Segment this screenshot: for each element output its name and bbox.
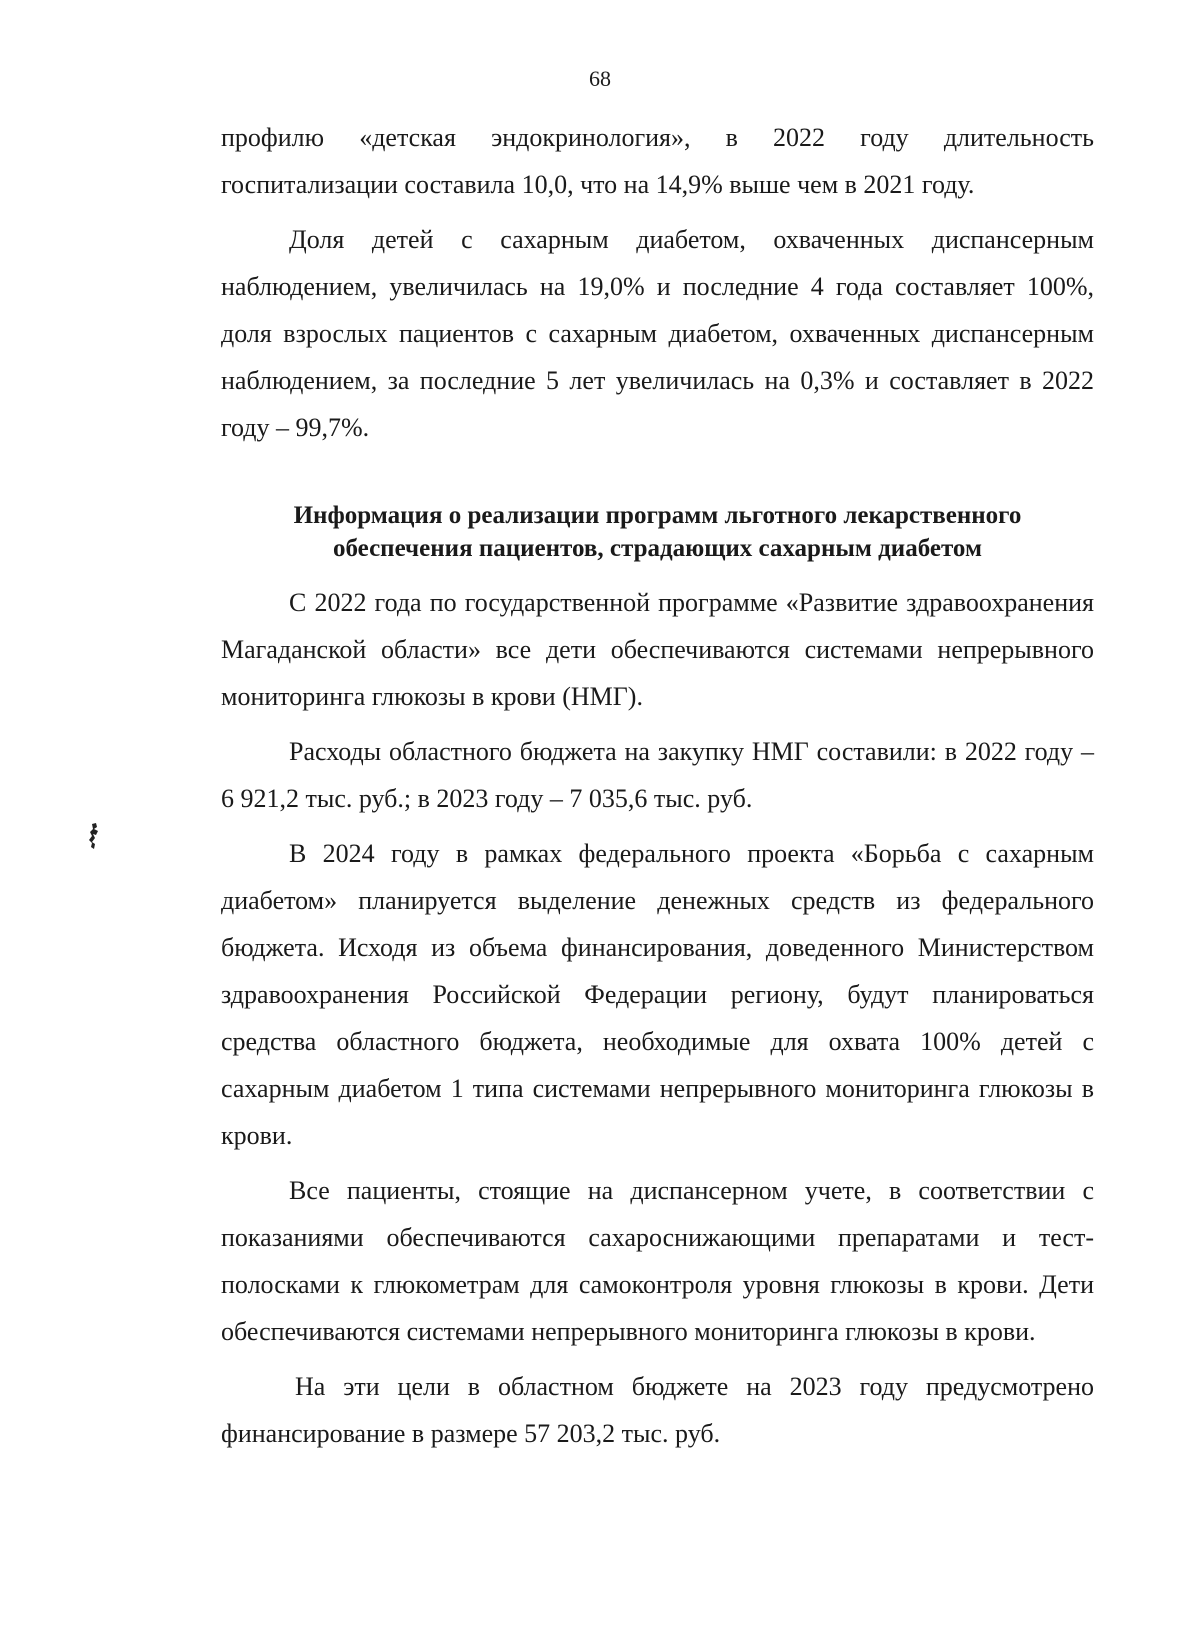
paragraph-continuation: профилю «детская эндокринология», в 2022 году длительность госпитализации составила 10,0, что на 14,9% выше чем в 2021 году. <box>221 123 1094 199</box>
paragraph-dispensary-coverage: Доля детей с сахарным диабетом, охваченных диспансерным наблюдением, увеличилась на 19,0% и последние 4 года составляет 100%, доля взрослых пациентов с сахарным диабетом, охваченных диспансерным наблюдением, за последние 5 лет увеличилась на 0,3% и составляет в 2022 году – 99,7%. <box>221 225 1094 442</box>
page-number: 68 <box>589 66 611 91</box>
scan-artifact-mark <box>86 822 102 850</box>
document-body <box>221 114 1094 1457</box>
paragraph-budget-expenses: Расходы областного бюджета на закупку НМГ составили: в 2022 году – 6 921,2 тыс. руб.; в 2023 году – 7 035,6 тыс. руб. <box>221 737 1094 813</box>
paragraph-state-program: С 2022 года по государственной программе «Развитие здравоохранения Магаданской области» все дети обеспечиваются системами непрерывного мониторинга глюкозы в крови (НМГ). <box>221 588 1094 711</box>
paragraph-financing: На эти цели в областном бюджете на 2023 году предусмотрено финансирование в размере 57 203,2 тыс. руб. <box>221 1372 1094 1448</box>
section-heading-line-2: обеспечения пациентов, страдающих сахарным диабетом <box>333 535 982 562</box>
paragraph-federal-project: В 2024 году в рамках федерального проекта «Борьба с сахарным диабетом» планируется выделение денежных средств из федерального бюджета. Исходя из объема финансирования, доведенного Министерством здравоохранения Российской Федерации региону, будут планироваться средства областного бюджета, необходимые для охвата 100% детей с сахарным диабетом 1 типа системами непрерывного мониторинга глюкозы в крови. <box>221 839 1094 1150</box>
paragraph-patient-supply: Все пациенты, стоящие на диспансерном учете, в соответствии с показаниями обеспечиваются сахароснижающими препаратами и тест-полосками к глюкометрам для самоконтроля уровня глюкозы в крови. Дети обеспечиваются системами непрерывного мониторинга глюкозы в крови. <box>221 1176 1094 1346</box>
section-heading-line-1: Информация о реализации программ льготного лекарственного <box>293 502 1022 529</box>
section-heading <box>221 499 1094 565</box>
